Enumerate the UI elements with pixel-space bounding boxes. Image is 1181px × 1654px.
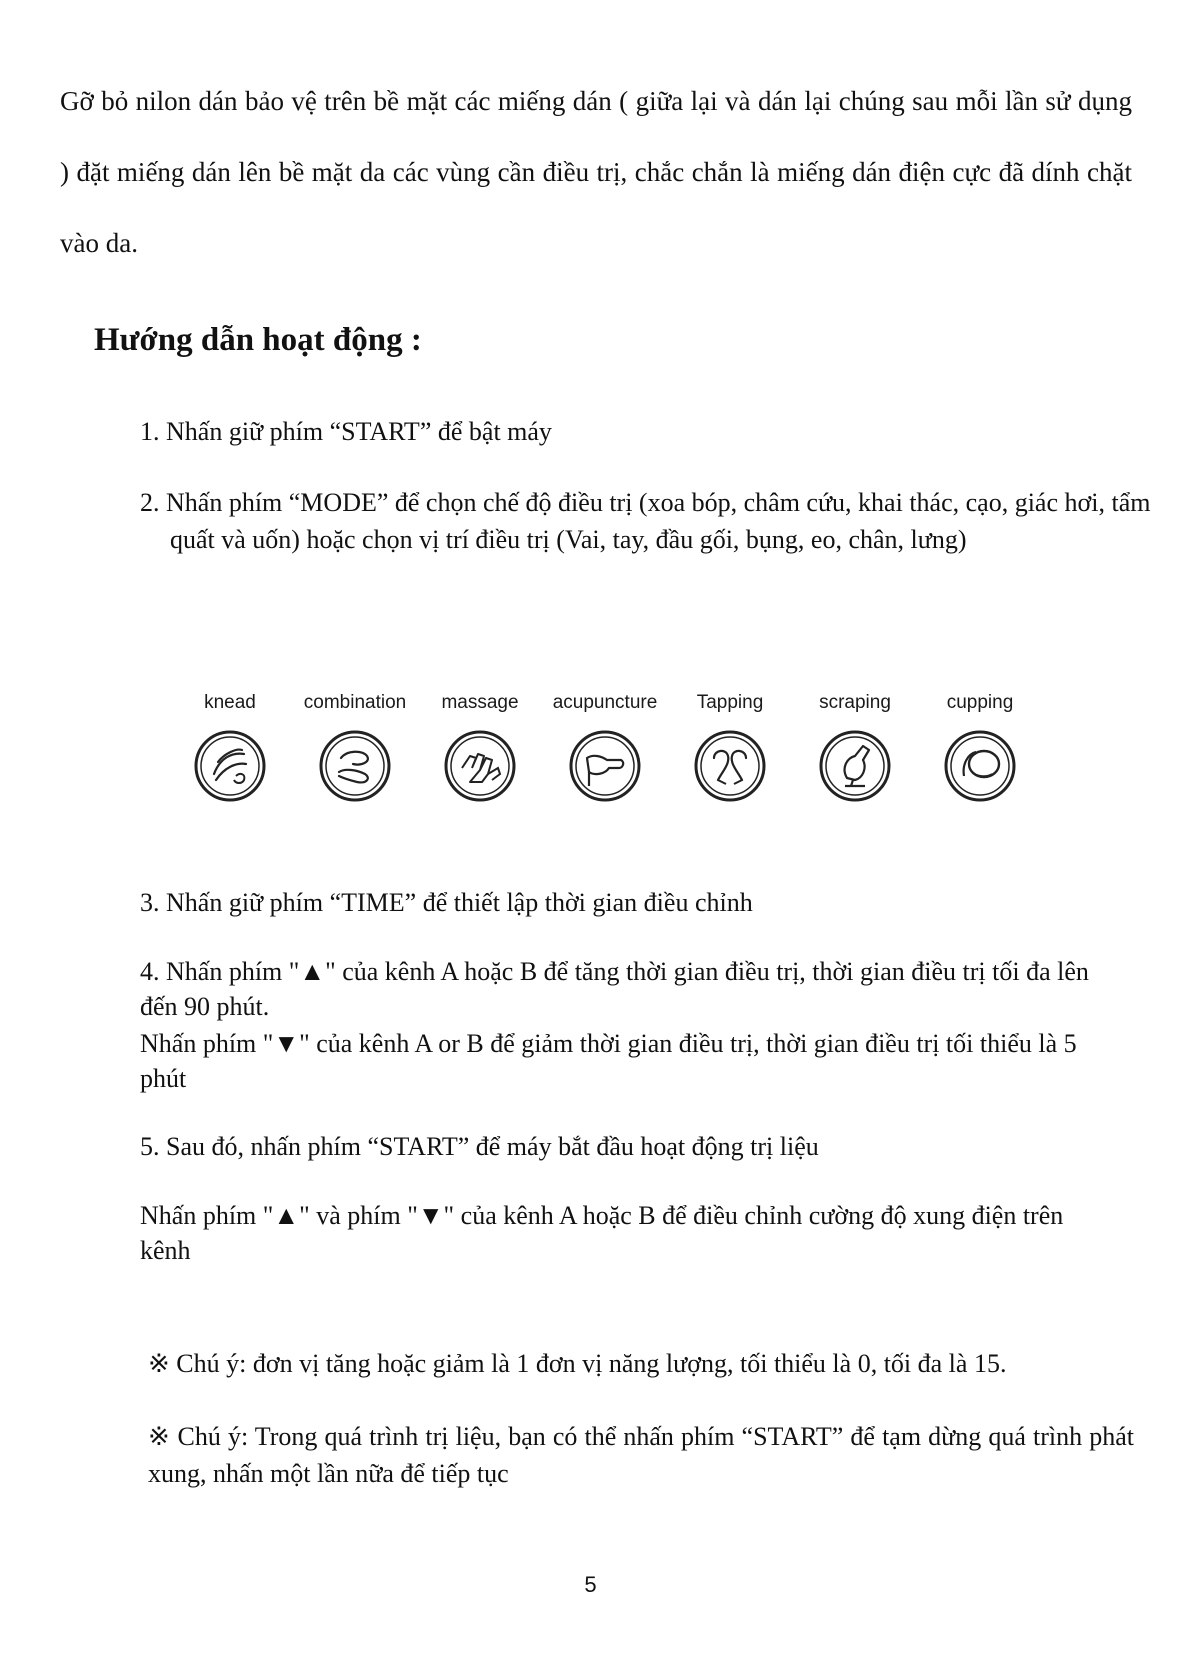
mode-item-tapping — [670, 688, 790, 808]
acupuncture-icon — [567, 728, 643, 804]
scraping-icon — [817, 728, 893, 804]
mode-label: knead — [204, 692, 256, 713]
step-5: 5. Sau đó, nhấn phím “START” để máy bắt đầu hoạt động trị liệu — [140, 1132, 819, 1161]
tapping-icon — [692, 728, 768, 804]
knead-icon — [192, 728, 268, 804]
step-4-decrease: Nhấn phím "▼" của kênh A or B để giảm thời gian điều trị, thời gian điều trị tối thiểu là 5 phút — [140, 1029, 1077, 1093]
combination-icon — [317, 728, 393, 804]
step-4: 4. Nhấn phím "▲" của kênh A hoặc B để tăng thời gian điều trị, thời gian điều trị tối đa lên đến 90 phút. — [140, 957, 1089, 1021]
step-1: 1. Nhấn giữ phím “START” để bật máy — [140, 417, 552, 446]
mode-label: combination — [303, 692, 407, 713]
mode-label: massage — [441, 692, 519, 713]
page-number: 5 — [584, 1572, 597, 1597]
massage-icon — [442, 728, 518, 804]
step-2: 2. Nhấn phím “MODE” để chọn chế độ điều trị (xoa bóp, châm cứu, khai thác, cạo, giác hơi, tẩm quất và uốn) hoặc chọn vị trí điều trị (Vai, tay, đầu gối, bụng, eo, chân, lưng) — [140, 488, 1151, 554]
mode-item-scraping — [795, 688, 915, 808]
mode-item-massage — [420, 688, 540, 808]
note-pause: ※ Chú ý: Trong quá trình trị liệu, bạn có thể nhấn phím “START” để tạm dừng quá trình phát xung, nhấn một lần nữa để tiếp tục — [148, 1422, 1134, 1488]
mode-item-knead — [170, 688, 290, 808]
mode-label: cupping — [946, 692, 1014, 713]
step-3: 3. Nhấn giữ phím “TIME” để thiết lập thời gian điều chỉnh — [140, 888, 753, 917]
intro-paragraph: Gỡ bỏ nilon dán bảo vệ trên bề mặt các miếng dán ( giữa lại và dán lại chúng sau mỗi lần sử dụng ) đặt miếng dán lên bề mặt da các vùng cần điều trị, chắc chắn là miếng dán điện cực đã dính chặt vào da. — [60, 86, 1132, 258]
mode-icons-row — [170, 688, 1050, 808]
intensity-instruction: Nhấn phím "▲" và phím "▼" của kênh A hoặc B để điều chỉnh cường độ xung điện trên kênh — [140, 1201, 1064, 1265]
note-energy-unit: ※ Chú ý: đơn vị tăng hoặc giảm là 1 đơn vị năng lượng, tối thiểu là 0, tối đa là 15. — [148, 1349, 1007, 1378]
mode-item-combination — [295, 688, 415, 808]
section-heading: Hướng dẫn hoạt động : — [94, 322, 422, 358]
mode-label: acupuncture — [552, 692, 658, 713]
mode-item-acupuncture — [545, 688, 665, 808]
mode-item-cupping — [920, 688, 1040, 808]
mode-label: Tapping — [696, 692, 764, 713]
cupping-icon — [942, 728, 1018, 804]
mode-label: scraping — [819, 692, 891, 713]
